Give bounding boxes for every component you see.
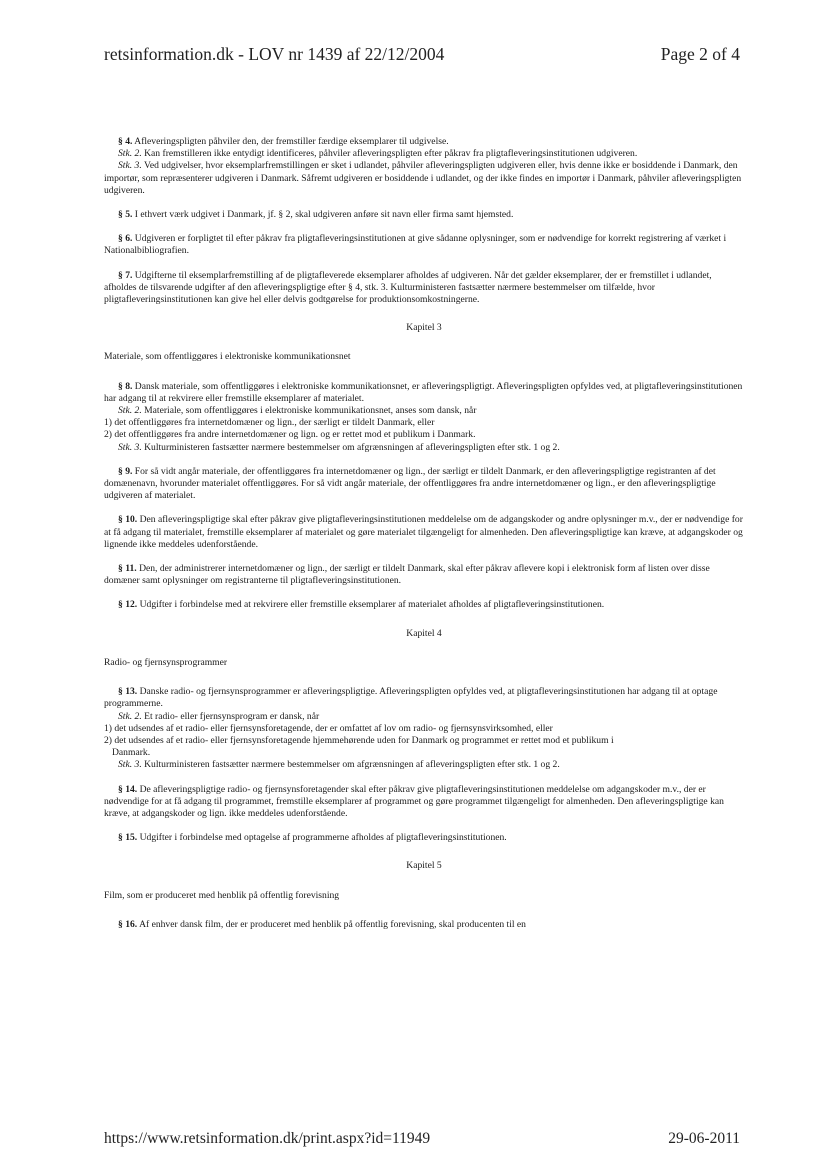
law-text	[104, 136, 744, 943]
document-title: retsinformation.dk - LOV nr 1439 af 22/12/2004	[104, 44, 445, 64]
list-item: 2) det udsendes af et radio- eller fjernsynsforetagende hjemmehørende uden for Danmark og programmet er rettet mod et publikum i	[104, 734, 614, 746]
stk-label: Stk. 3.	[118, 160, 142, 172]
section-4: § 4. Afleveringspligten påhviler den, der fremstiller færdige eksemplarer til udgivelse. Stk. 2. Kan fremstilleren ikke entydigt identificeres, påhviler afleveringspligten efter påkrav fra pligtafleveringsinstitutionen udgiveren. Stk. 3. Ved udgivelser, hvor eksemplarfremstillingen er sket i udlandet, påhviler afleveringspligten udgiveren eller, hvis denne ikke er bosiddende i Danmark, den importør, som repræsenterer udgiveren i Danmark. Såfremt udgiveren er bosiddende i udlandet, og der ikke findes en importør i Danmark, påhviler afleveringspligten udgiveren.	[104, 136, 742, 196]
section-15: § 15. Udgifter i forbindelse med optagelse af programmerne afholdes af pligtafleveringsinstitutionen.	[118, 832, 507, 844]
chapter-5-heading: Kapitel 5	[406, 860, 442, 872]
page-footer	[104, 1130, 740, 1148]
chapter-4-title: Radio- og fjernsynsprogrammer	[104, 656, 228, 668]
section-10: § 10. Den afleveringspligtige skal efter påkrav give pligtafleveringsinstitutionen meddelelse om de adgangskoder og andre oplysninger m.v., der er nødvendige for at få adgang til materialet, fremstille eksemplarer af materialet og gøre materialet tilgængeligt for almenheden. Den afleveringspligtige kan kræve, at adgangskoder og lignende ikke meddeles udenforstående.	[104, 514, 743, 550]
list-item: 2) det offentliggøres fra andre internetdomæner og lign. og er rettet mod et publikum i Danmark.	[104, 429, 476, 441]
list-item: 1) det offentliggøres fra internetdomæner og lign., der særligt er tildelt Danmark, eller	[104, 417, 435, 429]
print-date: 29-06-2011	[668, 1130, 740, 1147]
stk-label: Stk. 2.	[118, 148, 142, 160]
page-header	[104, 44, 740, 65]
section-9: § 9. For så vidt angår materiale, der offentliggøres fra internetdomæner og lign., der særligt er tildelt Danmark, er den afleveringspligtige registranten af det domænenavn, hvorunder materialet offentliggøres. For så vidt angår materiale, der offentliggøres fra andre internetdomæner og lign., er den afleveringspligtige udgiveren af materialet.	[104, 465, 716, 502]
section-number: § 4.	[118, 136, 133, 147]
page-number: Page 2 of 4	[660, 44, 740, 64]
section-13: § 13. Danske radio- og fjernsynsprogrammer er afleveringspligtige. Afleveringspligten opfyldes ved, at pligtafleveringsinstitutionen har adgang til at optage programmerne. Stk. 2. Et radio- eller fjernsynsprogram er dansk, når 1) det udsendes af et radio- eller fjernsynsforetagende, der er omfattet af lov om radio- og fjernsynsvirksomhed, eller 2) det udsendes af et radio- eller fjernsynsforetagende hjemmehørende uden for Danmark og programmet er rettet mod et publikum i Danmark. Stk. 3. Kulturministeren fastsætter nærmere bestemmelser om afgrænsningen af afleveringspligten efter stk. 1 og 2.	[104, 686, 744, 771]
section-6: § 6. Udgiveren er forpligtet til efter påkrav fra pligtafleveringsinstitutionen at give sådanne oplysninger, som er nødvendige for korrekt registrering af værket i Nationalbibliografien.	[104, 233, 727, 257]
chapter-5-title: Film, som er produceret med henblik på offentlig forevisning	[104, 889, 340, 901]
chapter-3-title: Materiale, som offentliggøres i elektroniske kommunikationsnet	[104, 351, 351, 363]
chapter-4-heading: Kapitel 4	[406, 627, 442, 639]
section-5: § 5. I ethvert værk udgivet i Danmark, jf. § 2, skal udgiveren anføre sit navn eller firma samt hjemsted.	[118, 209, 514, 221]
source-url: https://www.retsinformation.dk/print.aspx?id=11949	[104, 1130, 431, 1147]
chapter-3-heading: Kapitel 3	[406, 322, 442, 334]
section-8: § 8. Dansk materiale, som offentliggøres i elektroniske kommunikationsnet, er afleveringspligtigt. Afleveringspligten opfyldes ved, at pligtafleveringsinstitutionen har adgang til at rekvirere eller fremstille eksemplarer af materialet. Stk. 2. Materiale, som offentliggøres i elektroniske kommunikationsnet, anses som dansk, når 1) det offentliggøres fra internetdomæner og lign., der særligt er tildelt Danmark, eller 2) det offentliggøres fra andre internetdomæner og lign. og er rettet mod et publikum i Danmark. Stk. 3. Kulturministeren fastsætter nærmere bestemmelser om afgrænsningen af afleveringspligten efter stk. 1 og 2.	[104, 380, 743, 453]
list-item-continuation: Danmark.	[112, 747, 151, 759]
section-7: § 7. Udgifterne til eksemplarfremstilling af de pligtafleverede eksemplarer afholdes af udgiveren. Når det gælder eksemplarer, der er fremstillet i udlandet, afholdes de tilsvarende udgifter af den afleveringspligtige efter § 4, stk. 3. Kulturministeren fastsætter nærmere bestemmelser om tilfælde, hvor pligtafleveringsinstitutionen kan give hel eller delvis godtgørelse for produktionsomkostningerne.	[104, 269, 712, 306]
section-14: § 14. De afleveringspligtige radio- og fjernsynsforetagender skal efter påkrav give pligtafleveringsinstitutionen meddelelse om adgangskoder m.v., der er nødvendige for at få adgang til programmet, fremstille eksemplarer af programmet og gøre programmet tilgængeligt for almenheden. Den afleveringspligtige kan kræve, at adgangskoder og lign. ikke meddeles udenforstående.	[104, 783, 724, 819]
list-item: 1) det udsendes af et radio- eller fjernsynsforetagende, der er omfattet af lov om radio- og fjernsynsvirksomhed, eller	[104, 722, 553, 734]
section-12: § 12. Udgifter i forbindelse med at rekvirere eller fremstille eksemplarer af materialet afholdes af pligtafleveringsinstitutionen.	[118, 599, 605, 611]
section-11: § 11. Den, der administrerer internetdomæner og lign., der særligt er tildelt Danmark, skal efter påkrav aflevere kopi i elektronisk form af listen over disse domæner samt oplysninger om registranterne til pligtafleveringsinstitutionen.	[104, 563, 710, 587]
section-16: § 16. Af enhver dansk film, der er produceret med henblik på offentlig forevisning, skal producenten til en	[118, 918, 526, 930]
